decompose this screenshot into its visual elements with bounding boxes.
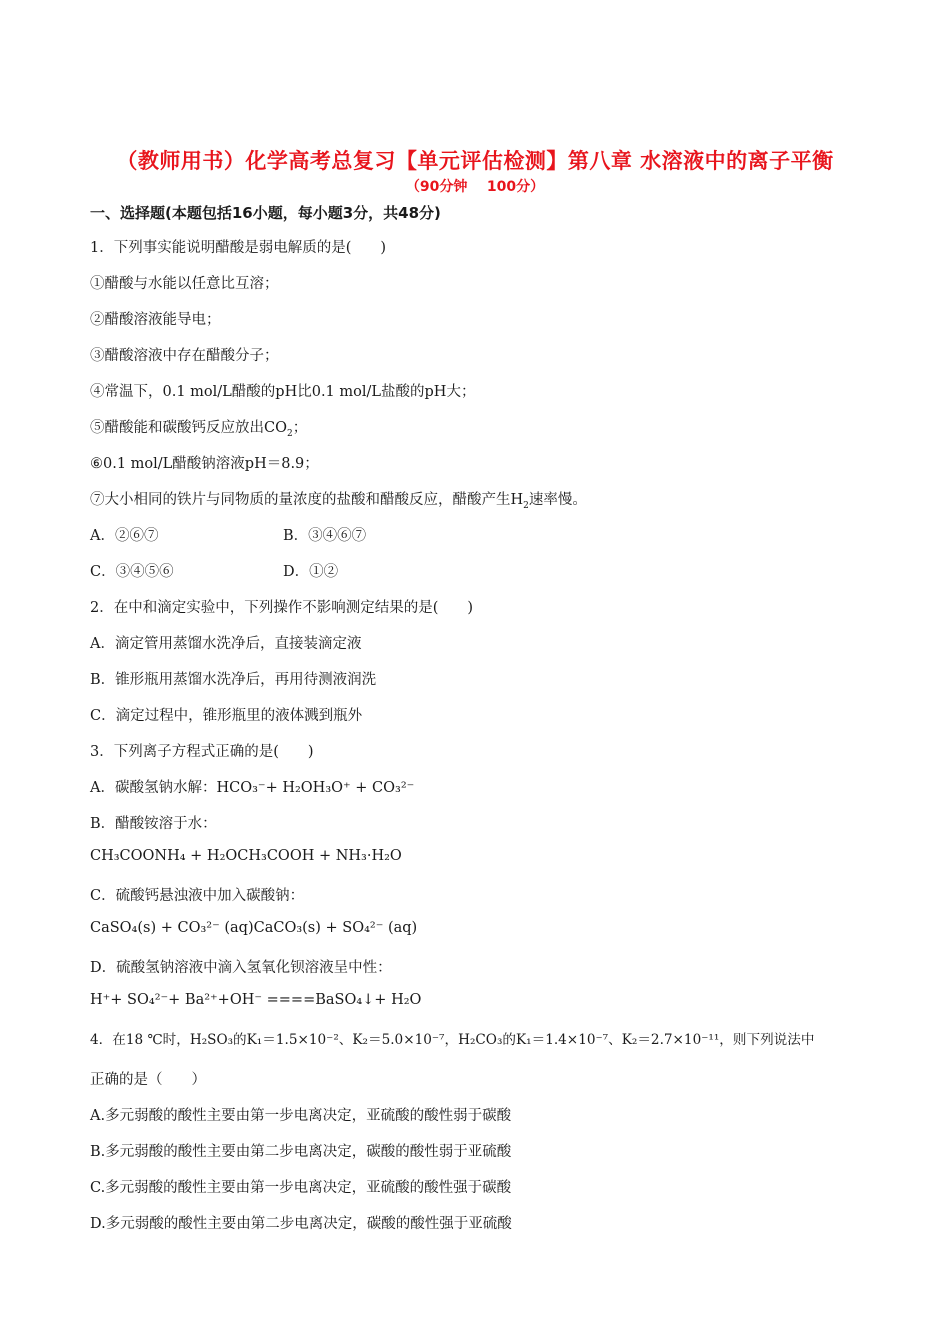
q1-stem: 1．下列事实能说明醋酸是弱电解质的是( )	[90, 240, 387, 256]
q4-stem-line-1: 4．在18 ℃时，H₂SO₃的K₁＝1.5×10⁻²、K₂＝5.0×10⁻⁷，H₂CO₃的K₁＝1.4×10⁻⁷、K₂＝2.7×10⁻¹¹，则下列说法中	[90, 1032, 815, 1048]
q2-option-c: C．滴定过程中，锥形瓶里的液体溅到瓶外	[90, 708, 363, 724]
q2-option-b: B．锥形瓶用蒸馏水洗净后，再用待测液润洗	[90, 672, 377, 688]
q1-s5-text: ⑤醋酸能和碳酸钙反应放出CO	[90, 420, 287, 436]
q3-option-b: B．醋酸铵溶于水：	[90, 816, 217, 832]
q3-stem: 3．下列离子方程式正确的是( )	[90, 744, 314, 760]
q1-option-b: B．③④⑥⑦	[283, 528, 367, 544]
q1-option-a: A．②⑥⑦	[90, 528, 159, 544]
q4-option-c: C.多元弱酸的酸性主要由第一步电离决定，亚硫酸的酸性强于碳酸	[90, 1180, 512, 1196]
q2-stem: 2．在中和滴定实验中，下列操作不影响测定结果的是( )	[90, 600, 474, 616]
q4-option-b: B.多元弱酸的酸性主要由第二步电离决定，碳酸的酸性弱于亚硫酸	[90, 1144, 512, 1160]
q1-s5-end: ；	[292, 420, 308, 436]
q1-statement-1: ①醋酸与水能以任意比互溶；	[90, 276, 279, 292]
q1-option-c: C．③④⑤⑥	[90, 564, 174, 580]
q1-statement-7: ⑦大小相同的铁片与同物质的量浓度的盐酸和醋酸反应，醋酸产生$H_2$速率慢。	[90, 492, 587, 511]
q1-statement-4: ④常温下，0.1 mol/L醋酸的pH比0.1 mol/L盐酸的pH大；	[90, 384, 476, 400]
q3-option-c: C．硫酸钙悬浊液中加入碳酸钠：	[90, 888, 305, 904]
q1-statement-6: ⑥0.1 mol/L醋酸钠溶液pH＝8.9；	[90, 456, 319, 472]
document-title: （教师用书）化学高考总复习【单元评估检测】第八章 水溶液中的离子平衡	[116, 149, 834, 173]
q1-option-d: D．①②	[283, 564, 339, 580]
q1-statement-2: ②醋酸溶液能导电；	[90, 312, 221, 328]
q3-option-a: A．碳酸氢钠水解：HCO₃⁻+ H₂OH₃O⁺ + CO₃²⁻	[90, 780, 415, 796]
q1-s7-end: 速率慢。	[528, 492, 587, 508]
document-subtitle: （90分钟 100分）	[405, 179, 545, 195]
q4-stem-line-2: 正确的是（ ）	[90, 1072, 206, 1088]
q1-s7-text: ⑦大小相同的铁片与同物质的量浓度的盐酸和醋酸反应，醋酸产生H	[90, 492, 524, 508]
q3-option-b-equation: CH₃COONH₄ + H₂OCH₃COOH + NH₃·H₂O	[90, 848, 402, 864]
q4-option-d: D.多元弱酸的酸性主要由第二步电离决定，碳酸的酸性强于亚硫酸	[90, 1216, 512, 1232]
section-heading: 一、选择题(本题包括16小题，每小题3分，共48分)	[90, 204, 441, 222]
q3-option-d-equation: H⁺+ SO₄²⁻+ Ba²⁺+OH⁻ ====BaSO₄↓+ H₂O	[90, 992, 422, 1008]
q1-statement-3: ③醋酸溶液中存在醋酸分子；	[90, 348, 279, 364]
q3-option-d: D．硫酸氢钠溶液中滴入氢氧化钡溶液呈中性：	[90, 960, 392, 976]
q4-option-a: A.多元弱酸的酸性主要由第一步电离决定，亚硫酸的酸性弱于碳酸	[90, 1108, 512, 1124]
q2-option-a: A．滴定管用蒸馏水洗净后，直接装滴定液	[90, 636, 362, 652]
q3-option-c-equation: CaSO₄(s) + CO₃²⁻ (aq)CaCO₃(s) + SO₄²⁻ (aq)	[90, 920, 418, 936]
q1-statement-5: ⑤醋酸能和碳酸钙反应放出$CO_2$；	[90, 420, 308, 439]
